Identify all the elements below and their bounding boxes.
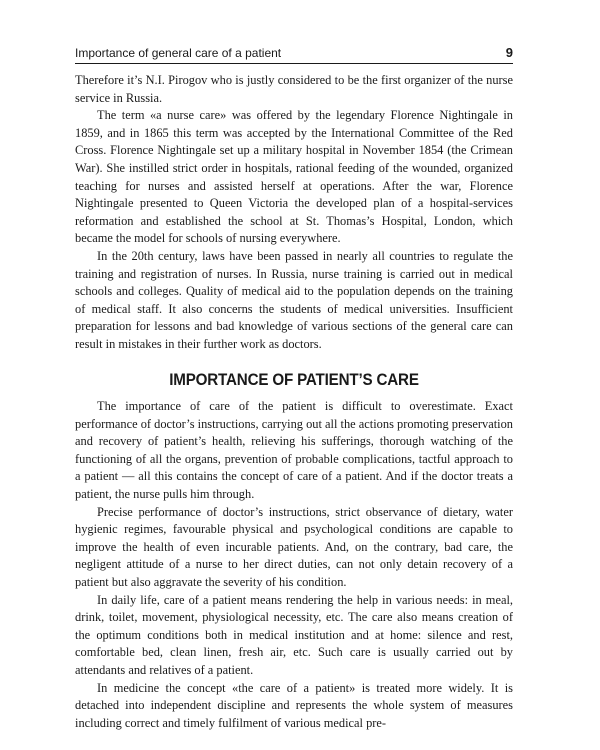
- paragraph: In the 20th century, laws have been passed in nearly all countries to regulate the training and registration of nurses. In Russia, nurse training is carried out in medical schools and colleges. Quality of medical aid to the population depends on the training of medical staff. It also concerns the students of medical universities. Insufficient preparation for lessons and bad knowledge of various sections of the general care can result in mistakes in their further work as doctors.: [75, 248, 513, 351]
- running-header: [75, 40, 513, 64]
- paragraph: In daily life, care of a patient means rendering the help in various needs: in meal, drink, toilet, movement, physiological necessity, etc. The care also means creation of the optimum conditions both in medical institution and at home: silence and rest, comfortable bed, clean linen, fresh air, etc. Such care is usually carried out by attendants and relatives of a patient.: [75, 592, 513, 677]
- section-heading: IMPORTANCE OF PATIENT’S CARE: [169, 370, 419, 389]
- page-number: 9: [505, 45, 513, 60]
- running-title: Importance of general care of a patient: [75, 46, 282, 60]
- book-page: [75, 40, 513, 732]
- paragraph: The term «a nurse care» was offered by the legendary Florence Nightingale in 1859, and in 1865 this term was accepted by the International Committee of the Red Cross. Florence Nightingale set up a military hospital in November 1854 (the Crimean War). She instilled strict order in hospitals, rational feeding of the wounded, organized teaching for nurses and assisted herself at operations. After the war, Florence Nightingale presented to Queen Victoria the developed plan of a hospital-services reformation and established the school at St. Thomas’s Hospital, London, which became the model for schools of nursing everywhere.: [75, 108, 513, 246]
- paragraph: Therefore it’s N.I. Pirogov who is justly considered to be the first organizer of the nurse service in Russia.: [75, 73, 513, 105]
- paragraph: In medicine the concept «the care of a patient» is treated more widely. It is detached into independent discipline and represents the whole system of measures including correct and timely fulfilment of various medical pre-: [75, 680, 513, 730]
- page-body: [75, 72, 513, 732]
- paragraph: Precise performance of doctor’s instructions, strict observance of dietary, water hygienic regimes, favourable physical and psychological conditions are capable to improve the health of even incurable patients. And, on the contrary, bad care, the negligent attitude of a nurse to her direct duties, can not only detain recovery of a patient but also aggravate the severity of his condition.: [75, 504, 513, 590]
- paragraph: The importance of care of the patient is difficult to overestimate. Exact performance of doctor’s instructions, carrying out all the actions promoting preservation and recovery of patient’s health, relieving his sufferings, thorough watching of the functioning of all the organs, prevention of probable complications, tactful approach to a patient — all this contains the concept of care of a patient. And if the doctor treats a patient, the nurse pulls him through.: [75, 399, 513, 502]
